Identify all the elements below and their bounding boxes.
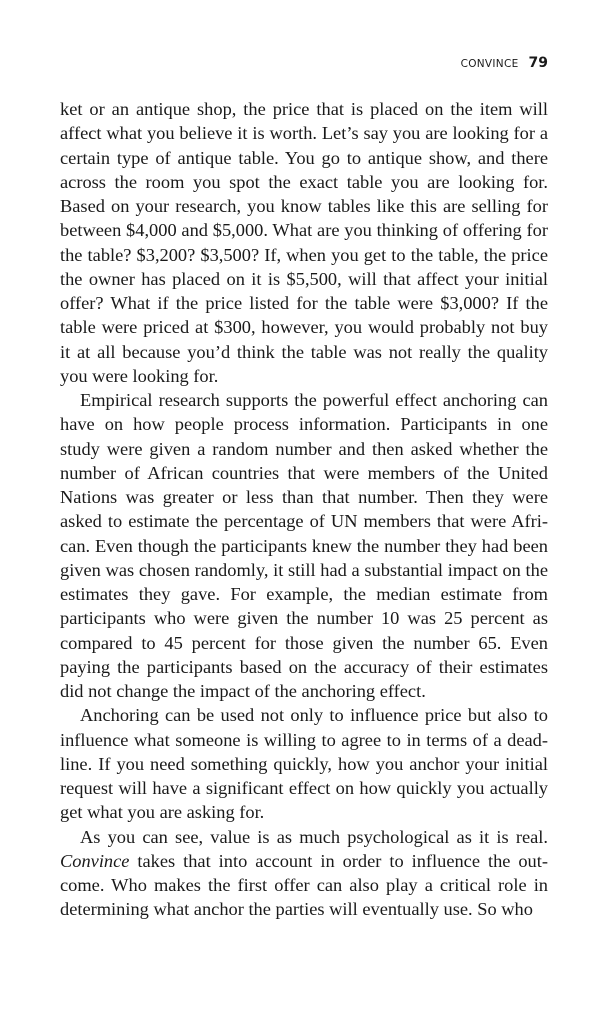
running-head: [461, 55, 548, 71]
running-head-title: CONVINCE: [460, 58, 519, 70]
body-text: [60, 97, 548, 922]
paragraph-3: Anchoring can be used not only to influence price but also to influence what someone is willing to agree to in terms of a deadline. If you need something quickly, how you anchor your initial request will have a significant effect on how quickly you actually get what you are asking for.: [60, 705, 548, 823]
paragraph-2: Empirical research supports the powerful effect anchoring can have on how people process information. Participants in one study were given a random number and then asked whether the number of African countries that were members of the United Nations was greater or less than that number. Then they were asked to estimate the percentage of UN members that were African. Even though the participants knew the number they had been given was chosen randomly, it still had a substantial impact on the estimates they gave. For example, the median estimate from participants who were given the number 10 was 25 percent as compared to 45 percent for those given the number 65. Even paying the participants based on the accuracy of their estimates did not change the impact of the anchoring effect.: [60, 390, 548, 701]
book-title-emphasis: Convince: [60, 850, 130, 871]
paragraph-4-lead-in: As you can see, value is as much psychological as it is real.: [80, 826, 548, 847]
paragraph-4: [60, 825, 548, 922]
page-number: 79: [528, 55, 548, 71]
paragraph-4-text: takes that into account in order to influence the outcome. Who makes the first offer can also play a critical role in determining what anchor the parties will eventually use. So who: [60, 850, 548, 920]
paragraph-1: ket or an antique shop, the price that is placed on the item will affect what you believe it is worth. Let’s say you are looking for a certain type of antique table. You go to antique show, and there across the room you spot the exact table you are looking for. Based on your research, you know tables like this are selling for between $4,000 and $5,000. What are you thinking of offering for the table? $3,200? $3,500? If, when you get to the table, the price the owner has placed on it is $5,500, will that affect your initial offer? What if the price listed for the table were $3,000? If the table were priced at $300, however, you would probably not buy it at all because you’d think the table was not really the quality you were looking for.: [60, 99, 548, 386]
